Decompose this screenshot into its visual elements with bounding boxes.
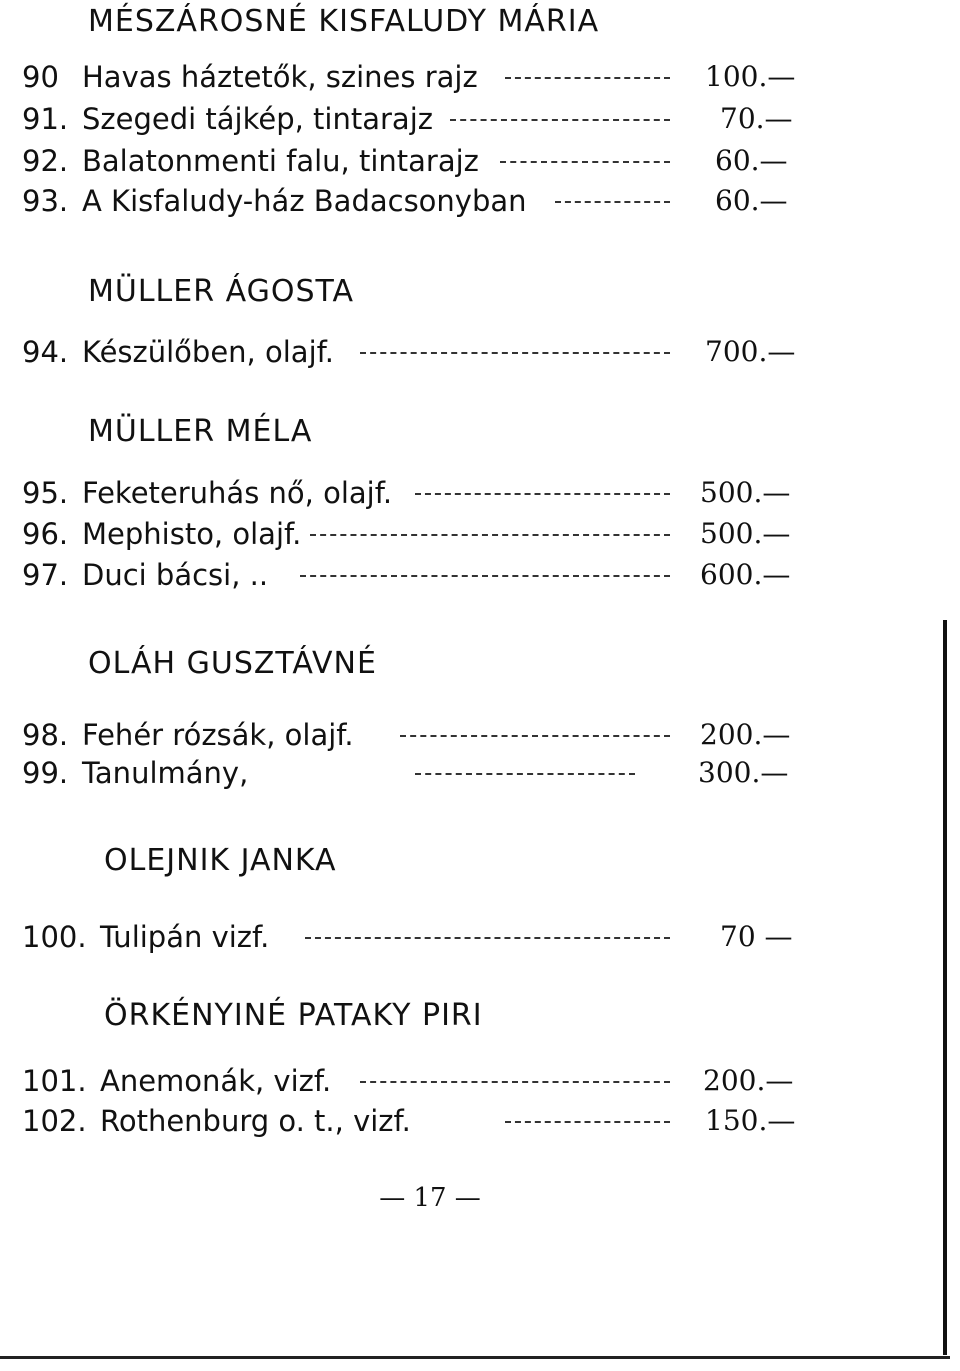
entry-price: 600.— — [700, 558, 791, 591]
entry-price: 200.— — [703, 1064, 794, 1097]
catalog-entry — [0, 60, 960, 96]
artist-heading: OLÁH GUSZTÁVNÉ — [88, 646, 377, 681]
entry-title: Mephisto, olajf. — [82, 517, 302, 551]
entry-number: 96. — [22, 517, 69, 551]
entry-title: Feketeruhás nő, olajf. — [82, 476, 393, 510]
entry-price: 500.— — [700, 476, 791, 509]
entry-price: 150.— — [705, 1104, 796, 1137]
entry-number: 93. — [22, 184, 69, 218]
entry-number: 95. — [22, 476, 69, 510]
leader-dashes — [310, 534, 670, 536]
entry-price: 60.— — [715, 184, 788, 217]
entry-title: Havas háztetők, szines rajz — [82, 60, 478, 94]
catalog-entry — [0, 335, 960, 371]
leader-dashes — [360, 1081, 670, 1083]
leader-dashes — [415, 493, 670, 495]
entry-title: Anemonák, vizf. — [100, 1064, 332, 1098]
entry-price: 700.— — [705, 335, 796, 368]
leader-dashes — [300, 575, 670, 577]
catalog-entry — [0, 1064, 960, 1100]
entry-price: 100.— — [705, 60, 796, 93]
catalog-entry — [0, 718, 960, 754]
page-number: — 17 — — [379, 1183, 481, 1213]
entry-title: Balatonmenti falu, tintarajz — [82, 144, 479, 178]
catalog-entry — [0, 756, 960, 792]
scan-edge-horizontal — [0, 1356, 950, 1359]
entry-number: 92. — [22, 144, 69, 178]
entry-number: 91. — [22, 102, 69, 136]
entry-title: Tulipán vizf. — [100, 920, 270, 954]
leader-dashes — [305, 937, 670, 939]
entry-title: Tanulmány, — [82, 756, 249, 790]
entry-price: 70 — — [720, 920, 793, 953]
entry-title: Készülőben, olajf. — [82, 335, 334, 369]
catalog-entry — [0, 476, 960, 512]
artist-heading: MÉSZÁROSNÉ KISFALUDY MÁRIA — [88, 4, 600, 39]
entry-title: Rothenburg o. t., vizf. — [100, 1104, 411, 1138]
artist-heading: MÜLLER ÁGOSTA — [88, 274, 355, 309]
entry-title: A Kisfaludy-ház Badacsonyban — [82, 184, 527, 218]
artist-heading: MÜLLER MÉLA — [88, 414, 313, 449]
artist-heading: OLEJNIK JANKA — [104, 843, 337, 878]
leader-dashes — [505, 77, 670, 79]
entry-number: 100. — [22, 920, 87, 954]
entry-title: Szegedi tájkép, tintarajz — [82, 102, 433, 136]
entry-number: 98. — [22, 718, 69, 752]
entry-price: 60.— — [715, 144, 788, 177]
entry-price: 200.— — [700, 718, 791, 751]
entry-number: 99. — [22, 756, 69, 790]
leader-dashes — [360, 352, 670, 354]
entry-price: 300.— — [698, 756, 789, 789]
entry-title: Duci bácsi, .. — [82, 558, 269, 592]
scan-edge-vertical — [943, 620, 947, 1355]
catalog-entry — [0, 184, 960, 220]
entry-title: Fehér rózsák, olajf. — [82, 718, 354, 752]
catalog-entry — [0, 1104, 960, 1140]
leader-dashes — [415, 773, 635, 775]
entry-number: 97. — [22, 558, 69, 592]
catalog-entry — [0, 102, 960, 138]
entry-number: 94. — [22, 335, 69, 369]
entry-number: 101. — [22, 1064, 87, 1098]
leader-dashes — [400, 735, 670, 737]
catalog-entry — [0, 517, 960, 553]
leader-dashes — [500, 161, 670, 163]
leader-dashes — [555, 201, 670, 203]
artist-heading: ÖRKÉNYINÉ PATAKY PIRI — [104, 998, 483, 1033]
leader-dashes — [505, 1121, 670, 1123]
entry-price: 500.— — [700, 517, 791, 550]
entry-price: 70.— — [720, 102, 793, 135]
catalog-entry — [0, 144, 960, 180]
catalog-entry — [0, 920, 960, 956]
leader-dashes — [450, 119, 670, 121]
entry-number: 102. — [22, 1104, 87, 1138]
catalog-entry — [0, 558, 960, 594]
entry-number: 90 — [22, 60, 59, 94]
